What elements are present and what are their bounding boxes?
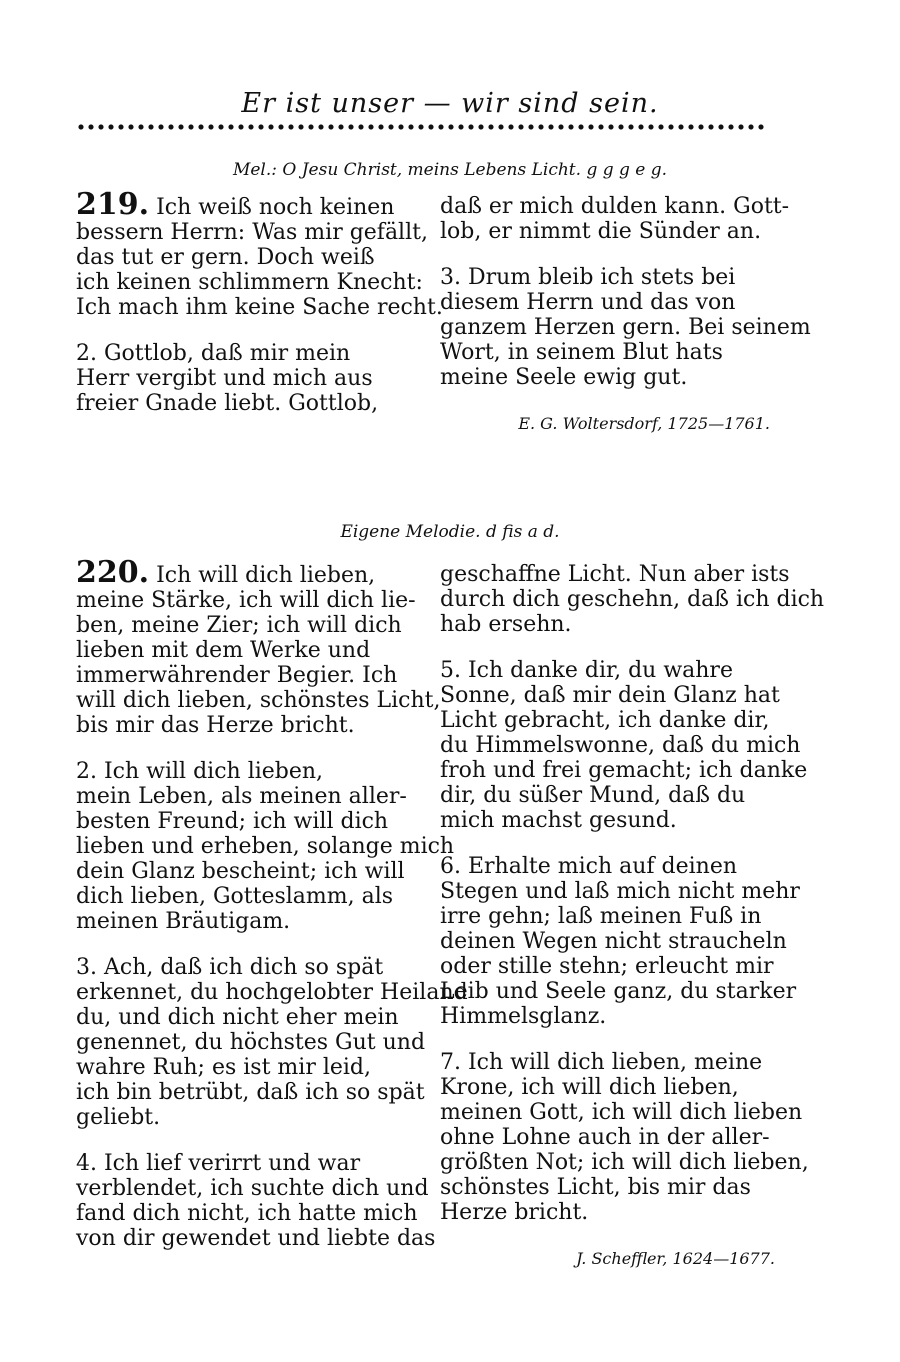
stanza-line: [440, 340, 770, 365]
stanza-line: [440, 290, 770, 315]
line-text: will dich lieben, schönstes Licht,: [76, 688, 441, 713]
line-text: genennet, du höchstes Gut und: [76, 1030, 426, 1055]
stanza-line: [440, 562, 790, 587]
stanza: [76, 555, 441, 738]
line-text: hab ersehn.: [440, 612, 572, 637]
stanza-line: [76, 1005, 416, 1030]
hymn-219-melody: Mel.: O Jesu Christ, meins Lebens Licht. g g g e g.: [232, 160, 668, 180]
stanza: [76, 955, 468, 1130]
stanza-line: [76, 391, 416, 416]
stanza: [440, 194, 790, 244]
line-text: diesem Herrn und das von: [440, 290, 736, 315]
line-text: 3. Drum bleib ich stets bei: [440, 265, 736, 290]
stanza: [440, 1050, 809, 1225]
line-text: irre gehn; laß meinen Fuß in: [440, 904, 762, 929]
line-text: 7. Ich will dich lieben, meine: [440, 1050, 763, 1075]
stanza-line: [440, 612, 775, 637]
hymn-220-right-column: [440, 562, 825, 1271]
line-text: geliebt.: [76, 1105, 161, 1130]
stanza-line: [76, 980, 468, 1005]
stanza-line: [76, 295, 443, 320]
hymn-author: J. Scheffler, 1624—1677.: [576, 1249, 775, 1268]
stanza-line: [76, 884, 416, 909]
stanza-line: [440, 194, 790, 219]
stanza-line: [76, 713, 416, 738]
line-text: ohne Lohne auch in der aller-: [440, 1125, 770, 1150]
hymn-number: 219.: [76, 187, 150, 222]
stanza-line: [440, 1200, 775, 1225]
stanza-line: [440, 1075, 775, 1100]
line-text: ben, meine Zier; ich will dich: [76, 613, 402, 638]
hymn-number: 220.: [76, 555, 150, 590]
stanza-line: [76, 1201, 416, 1226]
line-text: Herze bricht.: [440, 1200, 589, 1225]
page-header: Er ist unser — wir sind sein.: [241, 88, 659, 119]
stanza-line: [440, 365, 770, 390]
stanza-line: [76, 909, 416, 934]
stanza-line: [440, 683, 780, 708]
stanza-line: [440, 979, 797, 1004]
line-text: meinen Gott, ich will dich lieben: [440, 1100, 803, 1125]
stanza-line: [440, 587, 825, 612]
stanza-line: [440, 758, 808, 783]
stanza-line: [440, 1125, 775, 1150]
line-text: bis mir das Herze bricht.: [76, 713, 355, 738]
line-text: Ich will dich lieben,: [156, 563, 376, 588]
stanza-line: [76, 1105, 416, 1130]
line-text: bessern Herrn: Was mir gefällt,: [76, 220, 428, 245]
stanza-line: [440, 879, 800, 904]
line-text: freier Gnade liebt. Gottlob,: [76, 391, 379, 416]
stanza-line: [440, 1175, 775, 1200]
hymn-220-melody: Eigene Melodie. d fis a d.: [340, 522, 560, 542]
hymn-219-left-column: [76, 187, 443, 437]
stanza-line: [440, 708, 775, 733]
line-text: ich keinen schlimmern Knecht:: [76, 270, 423, 295]
stanza-line: [76, 555, 416, 590]
stanza-line: [76, 1226, 436, 1251]
line-text: Licht gebracht, ich danke dir,: [440, 708, 770, 733]
line-text: besten Freund; ich will dich: [76, 809, 389, 834]
line-text: Stegen und laß mich nicht mehr: [440, 879, 800, 904]
line-text: Wort, in seinem Blut hats: [440, 340, 723, 365]
line-text: Sonne, daß mir dein Glanz hat: [440, 683, 780, 708]
stanza-line: [76, 588, 416, 613]
line-text: ich bin betrübt, daß ich so spät: [76, 1080, 425, 1105]
line-text: durch dich geschehn, daß ich dich: [440, 587, 825, 612]
stanza-line: [440, 658, 775, 683]
stanza-line: [76, 955, 416, 980]
stanza-line: [440, 1150, 809, 1175]
line-text: lieben und erheben, solange mich: [76, 834, 455, 859]
stanza-line: [76, 784, 416, 809]
line-text: dein Glanz bescheint; ich will: [76, 859, 405, 884]
line-text: deinen Wegen nicht straucheln: [440, 929, 787, 954]
line-text: dich lieben, Gotteslamm, als: [76, 884, 394, 909]
line-text: schönstes Licht, bis mir das: [440, 1175, 751, 1200]
line-text: Leib und Seele ganz, du starker: [440, 979, 797, 1004]
stanza-line: [440, 808, 775, 833]
stanza-line: [440, 929, 787, 954]
stanza-line: [440, 854, 775, 879]
stanza: [440, 658, 808, 833]
line-text: meinen Bräutigam.: [76, 909, 291, 934]
stanza-line: [76, 187, 416, 222]
stanza-line: [440, 733, 801, 758]
line-text: 4. Ich lief verirrt und war: [76, 1151, 361, 1176]
line-text: geschaffne Licht. Nun aber ists: [440, 562, 790, 587]
stanza-line: [440, 315, 811, 340]
stanza-line: [76, 809, 416, 834]
stanza: [76, 1151, 436, 1251]
line-text: Krone, ich will dich lieben,: [440, 1075, 739, 1100]
line-text: 3. Ach, daß ich dich so spät: [76, 955, 384, 980]
hymn-219-right-column: [440, 194, 811, 436]
stanza-line: [76, 663, 416, 688]
stanza-line: [76, 1151, 416, 1176]
stanza-line: [76, 1176, 429, 1201]
line-text: immerwährender Begier. Ich: [76, 663, 398, 688]
stanza-line: [76, 1030, 426, 1055]
dotted-divider: [76, 122, 766, 132]
stanza-line: [76, 688, 441, 713]
line-text: dir, du süßer Mund, daß du: [440, 783, 746, 808]
stanza-line: [440, 783, 775, 808]
line-text: meine Stärke, ich will dich lie-: [76, 588, 416, 613]
stanza-line: [76, 613, 416, 638]
line-text: lieben mit dem Werke und: [76, 638, 371, 663]
line-text: größten Not; ich will dich lieben,: [440, 1150, 809, 1175]
stanza-line: [76, 245, 416, 270]
line-text: erkennet, du hochgelobter Heiland: [76, 980, 468, 1005]
stanza-line: [440, 1050, 775, 1075]
line-text: Herr vergibt und mich aus: [76, 366, 373, 391]
hymn-220-left-column: [76, 555, 468, 1272]
line-text: wahre Ruh; es ist mir leid,: [76, 1055, 371, 1080]
line-text: 2. Ich will dich lieben,: [76, 759, 324, 784]
line-text: Ich mach ihm keine Sache recht.: [76, 295, 443, 320]
stanza-line: [76, 341, 416, 366]
stanza-line: [76, 1055, 416, 1080]
stanza-line: [440, 954, 775, 979]
line-text: ganzem Herzen gern. Bei seinem: [440, 315, 811, 340]
line-text: von dir gewendet und liebte das: [76, 1226, 436, 1251]
stanza-line: [440, 1100, 803, 1125]
line-text: 2. Gottlob, daß mir mein: [76, 341, 351, 366]
stanza-line: [76, 270, 423, 295]
stanza-line: [440, 265, 770, 290]
stanza: [76, 759, 455, 934]
line-text: du Himmelswonne, daß du mich: [440, 733, 801, 758]
stanza-line: [440, 219, 770, 244]
stanza: [440, 562, 825, 637]
line-text: das tut er gern. Doch weiß: [76, 245, 375, 270]
stanza: [76, 341, 416, 416]
line-text: lob, er nimmt die Sünder an.: [440, 219, 762, 244]
stanza-line: [440, 904, 775, 929]
stanza-line: [76, 859, 416, 884]
line-text: verblendet, ich suchte dich und: [76, 1176, 429, 1201]
line-text: 6. Erhalte mich auf deinen: [440, 854, 738, 879]
stanza: [440, 265, 811, 390]
line-text: meine Seele ewig gut.: [440, 365, 688, 390]
stanza-line: [76, 366, 416, 391]
stanza-line: [76, 834, 455, 859]
line-text: fand dich nicht, ich hatte mich: [76, 1201, 418, 1226]
line-text: du, und dich nicht eher mein: [76, 1005, 399, 1030]
stanza: [440, 854, 800, 1029]
line-text: mich machst gesund.: [440, 808, 677, 833]
stanza-line: [76, 1080, 425, 1105]
line-text: Himmelsglanz.: [440, 1004, 607, 1029]
stanza-line: [76, 759, 416, 784]
stanza-line: [76, 638, 416, 663]
line-text: oder stille stehn; erleucht mir: [440, 954, 774, 979]
line-text: Ich weiß noch keinen: [156, 195, 395, 220]
stanza-line: [440, 1004, 775, 1029]
line-text: 5. Ich danke dir, du wahre: [440, 658, 733, 683]
line-text: froh und frei gemacht; ich danke: [440, 758, 808, 783]
hymn-author: E. G. Woltersdorf, 1725—1761.: [518, 414, 770, 433]
stanza-line: [76, 220, 428, 245]
stanza: [76, 187, 443, 320]
line-text: mein Leben, als meinen aller-: [76, 784, 407, 809]
line-text: daß er mich dulden kann. Gott-: [440, 194, 790, 219]
